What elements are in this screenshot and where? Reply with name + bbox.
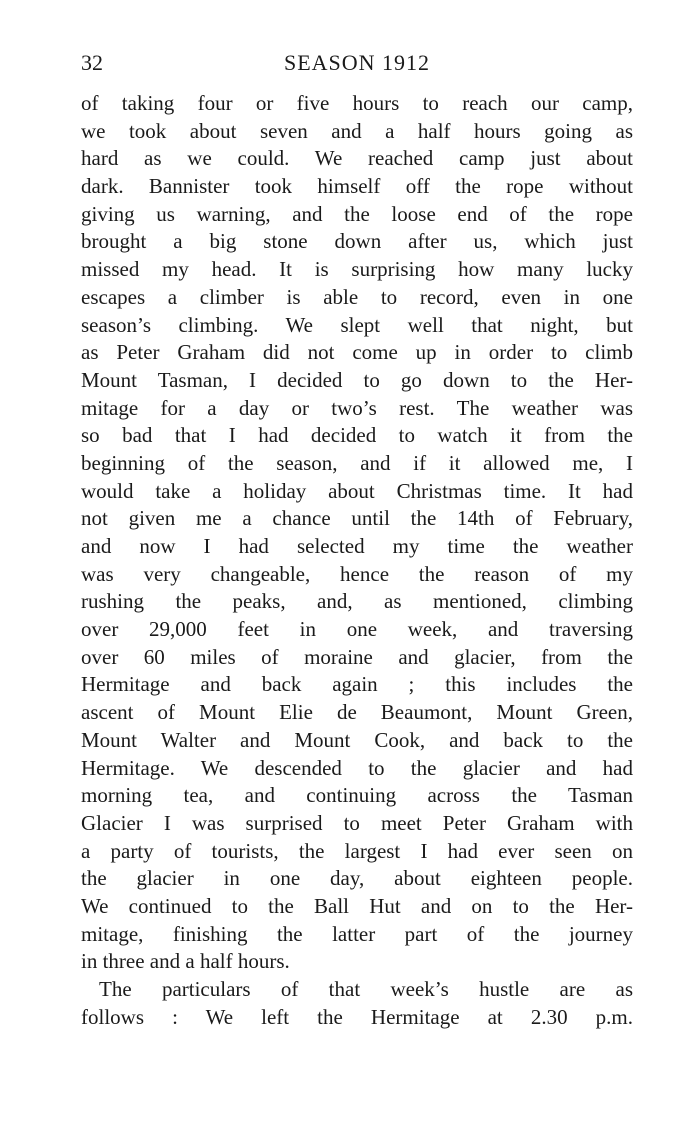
text-line: would take a holiday about Christmas time. It had	[81, 478, 633, 503]
text-line: mitage for a day or two’s rest. The weather was	[81, 395, 633, 420]
text-line: giving us warning, and the loose end of the rope	[81, 201, 633, 226]
paragraph-end-line: in three and a half hours.	[81, 949, 290, 974]
page-number: 32	[81, 50, 103, 75]
text-line: escapes a climber is able to record, even in one	[81, 284, 633, 309]
text-line: Hermitage. We descended to the glacier and had	[81, 755, 633, 780]
text-line: not given me a chance until the 14th of February,	[81, 506, 633, 531]
text-line: dark. Bannister took himself off the rope without	[81, 174, 633, 199]
text-line: hard as we could. We reached camp just about	[81, 146, 633, 171]
text-line: as Peter Graham did not come up in order to climb	[81, 340, 633, 365]
text-line: morning tea, and continuing across the Tasman	[81, 783, 633, 808]
text-line: beginning of the season, and if it allowed me, I	[81, 450, 633, 475]
text-line: Hermitage and back again ; this includes the	[81, 672, 633, 697]
text-line: so bad that I had decided to watch it from the	[81, 423, 633, 448]
text-line: over 60 miles of moraine and glacier, from the	[81, 644, 633, 669]
text-line: we took about seven and a half hours going as	[81, 118, 633, 143]
text-line: Mount Tasman, I decided to go down to the Her-	[81, 367, 633, 392]
paragraph-start-line: The particulars of that week’s hustle are as	[99, 977, 633, 1001]
text-line: of taking four or five hours to reach our camp,	[81, 91, 633, 115]
text-line: and now I had selected my time the weather	[81, 534, 633, 558]
running-head	[81, 48, 633, 78]
text-line: the glacier in one day, about eighteen people.	[81, 866, 633, 891]
text-line: brought a big stone down after us, which just	[81, 229, 633, 254]
text-line: ascent of Mount Elie de Beaumont, Mount Green,	[81, 700, 633, 725]
text-line: Mount Walter and Mount Cook, and back to the	[81, 727, 633, 752]
text-line: Glacier I was surprised to meet Peter Graham with	[81, 810, 633, 835]
text-line: was very changeable, hence the reason of my	[81, 561, 633, 586]
text-line: follows : We left the Hermitage at 2.30 p.m.	[81, 1004, 633, 1029]
running-title: SEASON 1912	[283, 50, 431, 75]
text-line: We continued to the Ball Hut and on to the Her-	[81, 893, 633, 918]
text-line: mitage, finishing the latter part of the journey	[81, 921, 633, 946]
text-line: over 29,000 feet in one week, and traversing	[81, 617, 633, 642]
text-line: season’s climbing. We slept well that night, but	[81, 312, 633, 337]
text-line: rushing the peaks, and, as mentioned, climbing	[81, 589, 633, 614]
text-line: missed my head. It is surprising how many lucky	[81, 257, 633, 282]
body-text	[81, 90, 633, 1031]
text-line: a party of tourists, the largest I had ever seen on	[81, 838, 633, 863]
